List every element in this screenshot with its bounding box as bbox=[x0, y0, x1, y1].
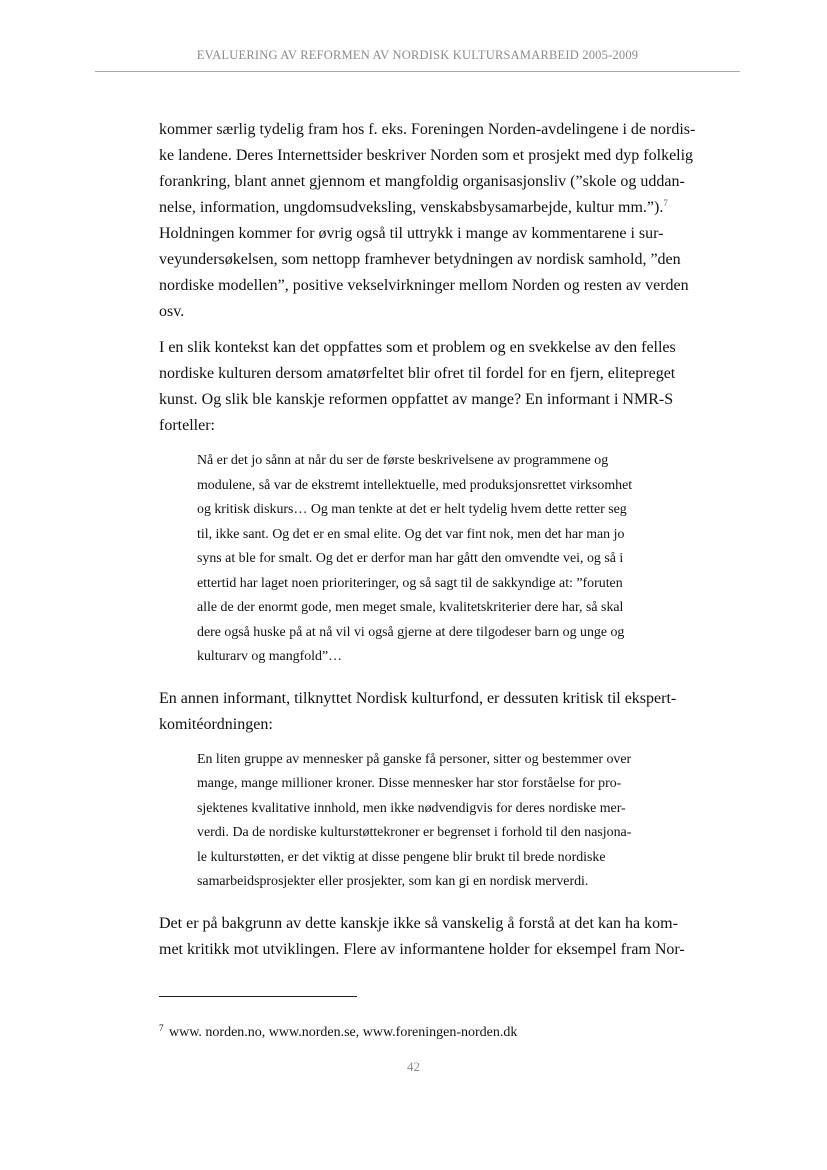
paragraph-2 bbox=[159, 335, 703, 439]
text-line: osv. bbox=[159, 303, 185, 320]
paragraph-3 bbox=[159, 686, 703, 738]
quote-line: En liten gruppe av mennesker på ganske få personer, sitter og bestemmer over bbox=[197, 751, 632, 767]
text-line: forankring, blant annet gjennom et mangfoldig organisasjonsliv (”skole og uddan- bbox=[159, 173, 685, 190]
quote-line: samarbeidsprosjekter eller prosjekter, som kan gi en nordisk merverdi. bbox=[197, 874, 589, 889]
quote-line: modulene, så var de ekstremt intellektuelle, med produksjonsrettet virksomhet bbox=[197, 477, 633, 493]
paragraph-1 bbox=[159, 117, 703, 325]
quote-line: verdi. Da de nordiske kulturstøttekroner er begrenset i forhold til den nasjona- bbox=[197, 825, 632, 840]
text-line bbox=[159, 195, 703, 221]
text-line: I en slik kontekst kan det oppfattes som et problem og en svekkelse av den felles bbox=[159, 339, 676, 356]
footnote-ref[interactable]: 7 bbox=[663, 198, 668, 208]
block-quote-1 bbox=[197, 449, 703, 670]
block-quote-2 bbox=[197, 748, 703, 895]
quote-line: Nå er det jo sånn at når du ser de første beskrivelsene av programmene og bbox=[197, 453, 609, 468]
header-rule bbox=[95, 71, 740, 72]
body-text bbox=[159, 117, 703, 973]
text-line: Det er på bakgrunn av dette kanskje ikke så vanskelig å forstå at det kan ha kom- bbox=[159, 914, 678, 932]
quote-line: ettertid har laget noen prioriteringer, og så sagt til de sakkyndige at: ”foruten bbox=[197, 575, 623, 591]
quote-line: kulturarv og mangfold”… bbox=[197, 649, 343, 664]
text-line: forteller: bbox=[159, 417, 215, 434]
quote-line: syns at ble for smalt. Og det er derfor man har gått den omvendte vei, og så i bbox=[197, 551, 624, 566]
text-line: En annen informant, tilknyttet Nordisk kulturfond, er dessuten kritisk til ekspert- bbox=[159, 689, 677, 707]
text-line: nordiske kulturen dersom amatørfeltet blir ofret til fordel for en fjern, elitepreget bbox=[159, 365, 676, 382]
text-line: met kritikk mot utviklingen. Flere av informantene holder for eksempel fram Nor- bbox=[159, 940, 685, 958]
page-number: 42 bbox=[407, 1059, 420, 1074]
footnote-number: 7 bbox=[159, 1023, 164, 1033]
text-line: veyundersøkelsen, som nettopp framhever betydningen av nordisk samhold, ”den bbox=[159, 251, 681, 268]
quote-line: sjektenes kvalitative innhold, men ikke nødvendigvis for deres nordiske mer- bbox=[197, 800, 626, 816]
quote-line: alle de der enormt gode, men meget smale, kvalitetskriterier dere har, så skal bbox=[197, 600, 624, 615]
quote-line: le kulturstøtten, er det viktig at disse pengene blir brukt til brede nordiske bbox=[197, 849, 606, 865]
text-line: kunst. Og slik ble kanskje reformen oppfattet av mange? En informant i NMR-S bbox=[159, 391, 674, 408]
text-line: ke landene. Deres Internettsider beskriver Norden som et prosjekt med dyp folkelig bbox=[159, 147, 694, 164]
footnote-rule bbox=[159, 996, 357, 997]
text-line: Holdningen kommer for øvrig også til uttrykk i mange av kommentarene i sur- bbox=[159, 225, 664, 242]
footnote bbox=[159, 1024, 517, 1042]
footnote-text[interactable]: www. norden.no, www.norden.se, www.foreningen-norden.dk bbox=[169, 1025, 518, 1040]
text-line: komitéordningen: bbox=[159, 715, 273, 733]
text-line-content: nelse, information, ungdomsudveksling, venskabsbysamarbejde, kultur mm.”). bbox=[159, 199, 664, 216]
paragraph-4 bbox=[159, 911, 703, 963]
text-line: nordiske modellen”, positive vekselvirkninger mellom Norden og resten av verden bbox=[159, 277, 689, 294]
quote-line: dere også huske på at nå vil vi også gjerne at dere tilgodeser barn og unge og bbox=[197, 624, 625, 640]
running-head: EVALUERING AV REFORMEN AV NORDISK KULTURSAMARBEID 2005-2009 bbox=[196, 48, 639, 62]
quote-line: til, ikke sant. Og det er en smal elite. Og det var fint nok, men det har man jo bbox=[197, 526, 625, 542]
text-line: kommer særlig tydelig fram hos f. eks. Foreningen Norden-avdelingene i de nordis- bbox=[159, 121, 696, 138]
quote-line: mange, mange millioner kroner. Disse mennesker har stor forståelse for pro- bbox=[197, 776, 622, 791]
quote-line: og kritisk diskurs… Og man tenkte at det er helt tydelig hvem dette retter seg bbox=[197, 502, 627, 517]
